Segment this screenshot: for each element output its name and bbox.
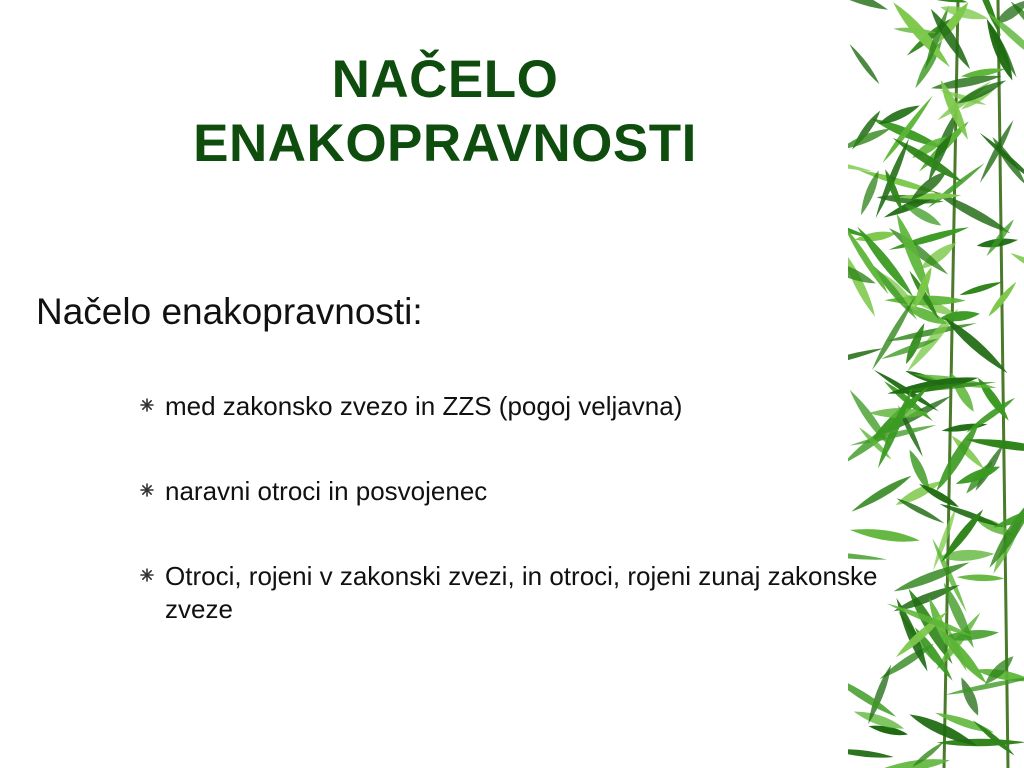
bamboo-leaf [971,718,1016,757]
bamboo-leaves-icon [848,0,1024,768]
bullet-list [140,390,880,626]
bullet-text: Otroci, rojeni v zakonski zvezi, in otroci, rojeni zunaj zakonske zveze [165,561,878,624]
slide-title-line-2: ENAKOPRAVNOSTI [193,114,697,173]
slide-title-line-1: NAČELO [331,50,559,109]
bamboo-leaf [848,0,890,15]
bamboo-leaf [937,738,1024,746]
bullet-text: naravni otroci in posvojenec [165,476,488,506]
bamboo-leaf [956,574,1004,582]
bullet-text: med zakonsko zvezo in ZZS (pogoj veljavna) [165,391,683,421]
asterisk-bullet-icon [140,398,154,412]
asterisk-bullet-icon [140,483,154,497]
bamboo-leaf [989,135,1024,188]
bamboo-leaf [848,42,882,85]
bamboo-leaf [848,549,887,562]
lead-text: Načelo enakopravnosti: [36,291,423,332]
bullet-item [140,475,880,508]
slide-title [60,48,830,176]
bamboo-leaf [959,279,1004,298]
bamboo-leaf [848,746,894,760]
bamboo-leaf [957,675,983,717]
bullet-item [140,560,880,626]
bamboo-leaf [966,436,1024,456]
bullet-item [140,390,880,423]
bamboo-leaf [895,496,946,526]
bamboo-leaf [869,295,917,371]
asterisk-bullet-icon [140,568,154,582]
bamboo-leaf [977,119,1016,185]
bamboo-leaf [849,472,913,515]
bamboo-leaf [849,525,920,545]
